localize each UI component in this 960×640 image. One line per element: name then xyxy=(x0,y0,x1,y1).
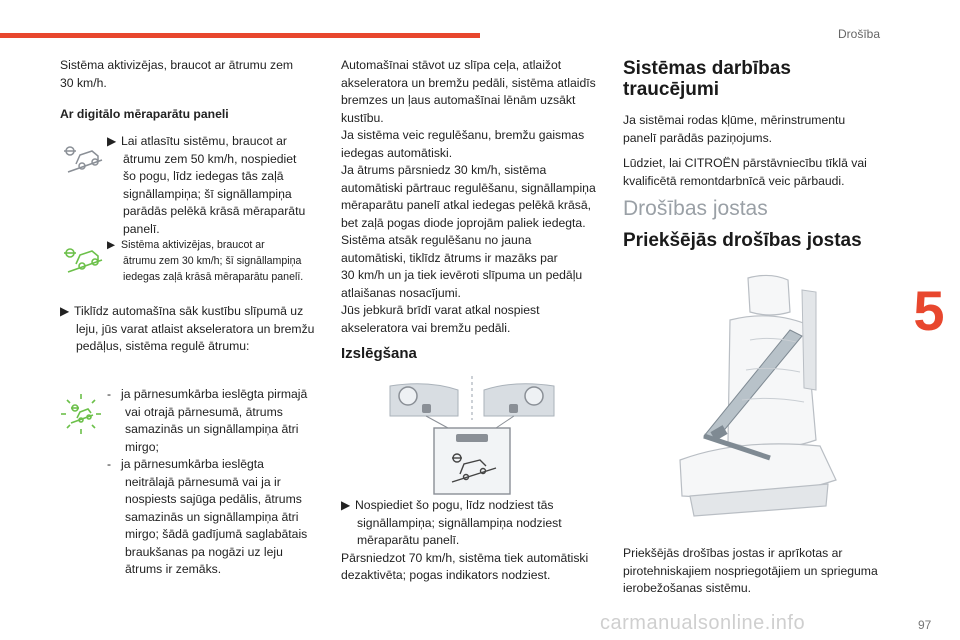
button-illustration xyxy=(388,376,556,496)
item1-line-5: parādās pelēkā krāsā mēraparātu xyxy=(123,204,306,218)
mid-line-10: bet zaļā pogas diode joprojām paliek iedegta. xyxy=(341,215,586,230)
bullet-arrow-icon: ▶ xyxy=(60,304,70,318)
item2-line-3: iedegas zaļā krāsā mēraparātu panelī. xyxy=(123,271,304,283)
mid-line-1: Automašīnai stāvot uz slīpa ceļa, atlaižot xyxy=(341,58,562,72)
off-item-line-3: mēraparātu panelī. xyxy=(357,533,460,547)
item3-line-3: pedāļus, sistēma regulē ātrumu: xyxy=(76,339,250,353)
off-item-line-1: Nospiediet šo pogu, līdz nodziest tās xyxy=(355,498,554,512)
caption-line-1: Priekšējās drošības jostas ir aprīkotas ar xyxy=(623,546,843,560)
bullet-arrow-icon: ▶ xyxy=(341,498,351,512)
seat-caption xyxy=(623,545,893,598)
front-belts-heading: Priekšējās drošības jostas xyxy=(623,230,862,251)
mid-line-4: kustību. xyxy=(341,110,384,125)
dash1-line-3: samazinās un signāllampiņa ātri xyxy=(125,422,299,436)
mid-line-3: bremzes un ļaus automašīnai lēnām uzsākt xyxy=(341,93,576,107)
fault-p1-line-1: Ja sistēmai rodas kļūme, mērinstrumentu xyxy=(623,113,846,127)
hill-descent-green-icon xyxy=(62,244,104,276)
off-after-line-1: Pārsniedzot 70 km/h, sistēma tiek automātiski xyxy=(341,550,589,565)
item1-line-6: panelī. xyxy=(123,221,160,236)
dash1-line-2: vai otrajā pārnesumā, ātrums xyxy=(125,404,283,419)
belts-heading: Drošības jostas xyxy=(623,197,768,220)
item3-line-1: Tiklīdz automašīna sāk kustību slīpumā uz xyxy=(74,304,304,318)
fault-p2-line-1: Lūdziet, lai CITROËN pārstāvniecību tīklā vai xyxy=(623,156,867,170)
bullet-arrow-icon: ▶ xyxy=(107,134,117,148)
intro-line-1: Sistēma aktivizējas, braucot ar ātrumu zem xyxy=(60,58,294,72)
dash-bullet: - xyxy=(107,387,112,401)
hill-descent-grey-icon xyxy=(62,142,104,176)
section-title: Drošība xyxy=(838,27,881,41)
dash2-line-7: ātrums ir zemāks. xyxy=(125,562,222,576)
fault-p1-line-2: panelī parādās paziņojums. xyxy=(623,130,773,145)
mid-line-13: 30 km/h un ja tiek ievēroti slīpuma un pedāļu xyxy=(341,268,583,282)
mid-line-9: mēraparātu panelī atkal iedegas pelēkā krāsā, xyxy=(341,198,591,212)
off-heading: Izslēgšana xyxy=(341,345,417,362)
dash2-line-1: ja pārnesumkārba ieslēgta xyxy=(121,457,264,471)
middle-column xyxy=(341,57,611,337)
page-number: 97 xyxy=(918,618,932,632)
mid-line-2: akseleratora un bremžu pedāli, sistēma atlaidīs xyxy=(341,75,596,90)
chapter-tab xyxy=(898,280,960,342)
dash2-line-6: braukšanas pa nogāzi uz leju xyxy=(125,544,283,559)
right-column xyxy=(623,58,893,190)
fault-p2-line-2: kvalificētā remontdarbnīcā veic pārbaudi. xyxy=(623,173,845,188)
item2-line-1: Sistēma aktivizējas, braucot ar xyxy=(121,239,265,251)
item2-line-2: ātrumu zem 30 km/h; šī signāllampiņa xyxy=(123,255,302,267)
item1-line-1: Lai atlasītu sistēmu, braucot ar xyxy=(121,134,287,148)
mid-line-14: atlaišanas nosacījumi. xyxy=(341,285,461,300)
item3-line-2: leju, jūs varat atlaist akseleratora un bremžu xyxy=(76,321,315,336)
item1-line-2: ātrumu zem 50 km/h, nospiediet xyxy=(123,151,297,166)
dash2-line-5: mirgo; šādā gadījumā saglabātais xyxy=(125,527,308,541)
item2-block xyxy=(107,237,327,285)
dash2-line-3: nospiests sajūga pedālis, ātrums xyxy=(125,492,302,506)
caption-line-2: pirotehniskajiem nospriegotājiem un sprieguma xyxy=(623,563,878,578)
caption-line-3: ierobežošanas sistēmu. xyxy=(623,581,752,595)
chapter-number: 5 xyxy=(913,279,945,342)
top-accent-bar xyxy=(0,33,480,38)
mid-line-7: Ja ātrums pārsniedz 30 km/h, sistēma xyxy=(341,163,547,177)
off-item-line-2: signāllampiņa; signāllampiņa nodziest xyxy=(357,515,562,530)
off-after-line-2: dezaktivēta; pogas indikators nodziest. xyxy=(341,568,551,582)
dash2-line-4: samazinās un signāllampiņa ātri xyxy=(125,509,299,524)
mid-line-15: Jūs jebkurā brīdī varat atkal nospiest xyxy=(341,303,540,317)
dash-list xyxy=(107,386,332,579)
hill-descent-flashing-icon xyxy=(60,393,102,435)
fault-heading-line-2: traucējumi xyxy=(623,79,720,100)
item1-line-4: signāllampiņa; šī signāllampiņa xyxy=(123,186,292,201)
digital-panel-heading: Ar digitālo mēraparātu paneli xyxy=(60,107,229,121)
left-column xyxy=(60,57,330,124)
mid-line-5: Ja sistēma veic regulēšanu, bremžu gaismas xyxy=(341,128,585,142)
intro-line-2: 30 km/h. xyxy=(60,75,107,90)
dash1-line-4: mirgo; xyxy=(125,439,159,454)
off-item-block xyxy=(341,497,611,585)
mid-line-8: automātiski pārtrauc regulēšanu, signāllampiņa xyxy=(341,180,596,195)
mid-line-12: automātiski, tiklīdz ātrums ir mazāks par xyxy=(341,250,558,265)
dash2-line-2: neitrālajā pārnesumā vai ja ir xyxy=(125,474,281,489)
item1-block xyxy=(107,133,327,238)
mid-line-6: iedegas automātiski. xyxy=(341,145,453,160)
dash1-line-1: ja pārnesumkārba ieslēgta pirmajā xyxy=(121,387,308,401)
dash-bullet: - xyxy=(107,457,112,471)
mid-line-11: Sistēma atsāk regulēšanu no jauna xyxy=(341,233,532,247)
item3-block xyxy=(60,303,335,356)
mid-line-16: akseleratora vai bremžu pedāli. xyxy=(341,320,511,335)
seat-belt-illustration xyxy=(620,270,892,542)
fault-heading-line-1: Sistēmas darbības xyxy=(623,58,791,79)
watermark: carmanualsonline.info xyxy=(600,612,806,634)
item1-line-3: šo pogu, līdz iedegas tās zaļā xyxy=(123,169,284,183)
bullet-arrow-icon: ▶ xyxy=(107,239,116,251)
